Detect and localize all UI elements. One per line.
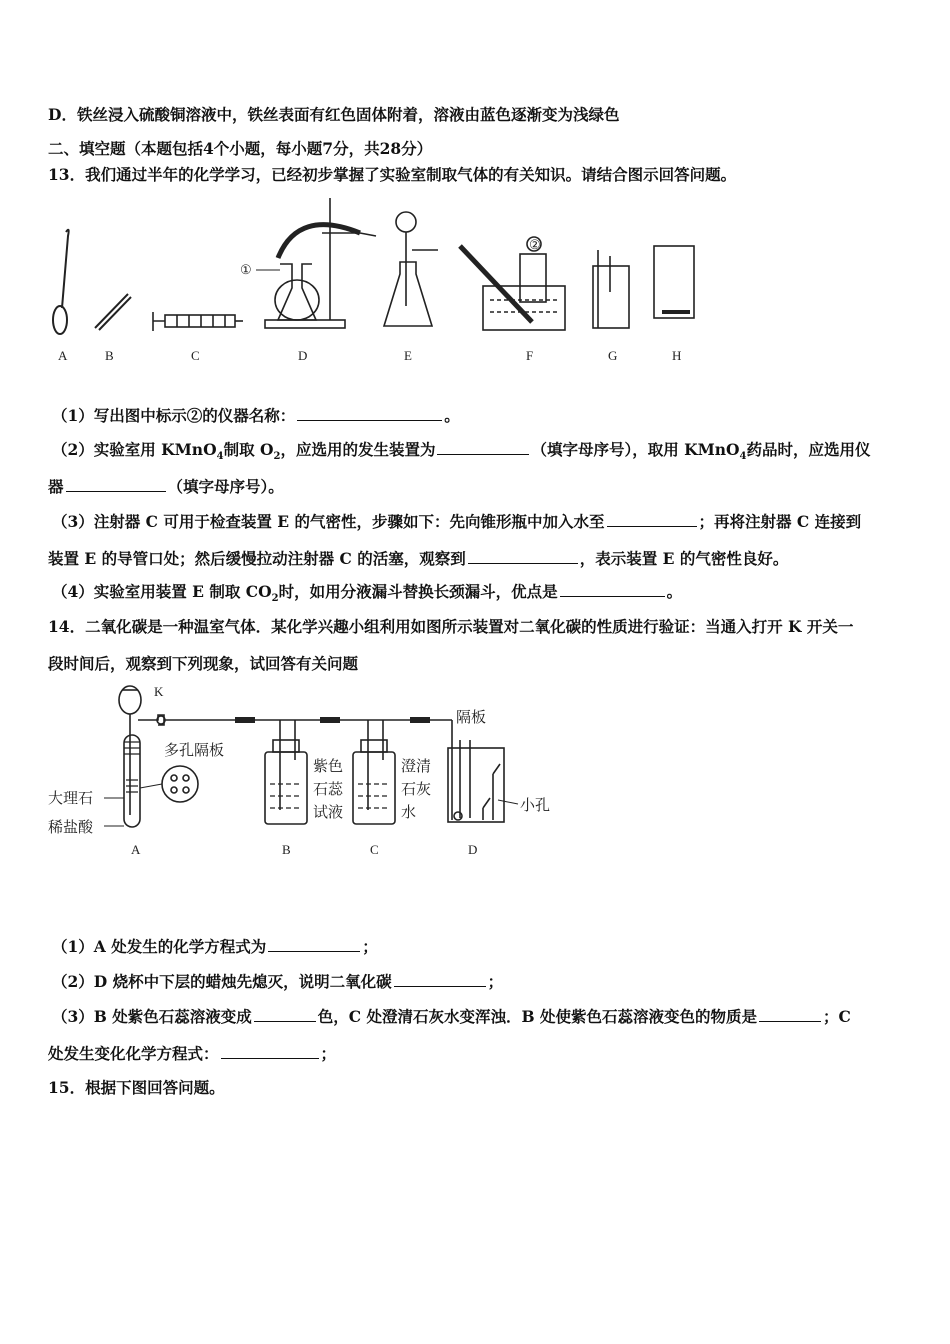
partition-label: 隔板 [456, 708, 487, 726]
q14-label-d: D [468, 842, 478, 857]
litmus-label-3: 试液 [313, 803, 344, 821]
trough-f [460, 237, 565, 330]
q14-part3: （3）B 处紫色石蕊溶液变成 色，C 处澄清石灰水变浑浊．B 处使紫色石蕊溶液变色的物质是 ；C [52, 1007, 851, 1026]
bottle-c [353, 720, 395, 824]
fig-label-h: H [672, 348, 682, 363]
marble-label: 大理石 [48, 789, 94, 807]
answer-blank[interactable] [297, 406, 442, 421]
q13-stem: 13．我们通过半年的化学学习，已经初步掌握了实验室制取气体的有关知识。请结合图示回答问题。 [48, 165, 737, 184]
litmus-label-2: 石蕊 [313, 780, 344, 798]
acid-label: 稀盐酸 [48, 818, 94, 836]
q14-label-a: A [131, 842, 141, 857]
porous-partition-label: 多孔隔板 [164, 741, 225, 759]
limewater-label-3: 水 [401, 803, 417, 821]
fig-label-d: D [298, 348, 308, 363]
q13-part3: （3）注射器 C 可用于检查装置 E 的气密性，步骤如下：先向锥形瓶中加入水至 ；再将注射器 C 连接到 [52, 512, 862, 531]
q14-stem-line1: 14．二氧化碳是一种温室气体．某化学兴趣小组利用如图所示装置对二氧化碳的性质进行验证：当通入打开 K 开关一 [48, 617, 854, 636]
bottle-b [265, 720, 307, 824]
option-d: D．铁丝浸入硫酸铜溶液中，铁丝表面有红色固体附着，溶液由蓝色逐渐变为浅绿色 [48, 105, 620, 124]
mark-2: ② [529, 237, 541, 252]
q14-part2: （2）D 烧杯中下层的蜡烛先熄灭，说明二氧化碳 ； [52, 972, 504, 991]
fig-label-g: G [608, 348, 618, 363]
answer-blank[interactable] [268, 937, 360, 952]
q13-part2-cont: 器 （填字母序号）。 [48, 477, 284, 496]
beaker-d [448, 720, 518, 822]
tube-b [95, 294, 131, 330]
litmus-label-1: 紫色 [313, 757, 344, 775]
q14-label-c: C [370, 842, 379, 857]
q14-part1: （1）A 处发生的化学方程式为 ； [52, 937, 378, 956]
answer-blank[interactable] [607, 512, 697, 527]
q15-stem: 15．根据下图回答问题。 [48, 1078, 225, 1097]
k-switch-label: K [154, 684, 164, 699]
q13-part2: （2）实验室用 KMnO$_4$制取 $O_2$，应选用的发生装置为 （填字母序号），取用 KMnO$_4$药品时，应选用仪 [52, 440, 871, 463]
answer-blank[interactable] [560, 582, 665, 597]
answer-blank[interactable] [437, 440, 529, 455]
fig-label-a: A [58, 348, 68, 363]
spoon-a [53, 230, 69, 334]
gas-bottle-h [654, 246, 694, 318]
answer-blank[interactable] [468, 549, 578, 564]
q13-part1: （1）写出图中标示②的仪器名称： 。 [52, 406, 460, 425]
answer-blank[interactable] [221, 1044, 319, 1059]
q14-apparatus-figure [40, 680, 560, 860]
q13-part4: （4）实验室用装置 E 制取 $CO_2$时，如用分液漏斗替换长颈漏斗，优点是 。 [52, 582, 683, 605]
answer-blank[interactable] [394, 972, 486, 987]
fig-label-e: E [404, 348, 412, 363]
mark-1: ① [240, 262, 252, 277]
fig-label-c: C [191, 348, 200, 363]
heating-setup-d [240, 198, 376, 328]
answer-blank[interactable] [759, 1007, 821, 1022]
fig-label-f: F [526, 348, 534, 363]
q14-part3-cont: 处发生变化化学方程式： ； [48, 1044, 337, 1063]
q13-part3-cont: 装置 E 的导管口处；然后缓慢拉动注射器 C 的活塞，观察到 ，表示装置 E 的气密性良好。 [48, 549, 789, 568]
flask-e [384, 212, 438, 326]
answer-blank[interactable] [254, 1007, 316, 1022]
q14-stem-line2: 段时间后，观察到下列现象，试回答有关问题 [48, 654, 359, 673]
answer-blank[interactable] [66, 477, 166, 492]
q14-label-b: B [282, 842, 291, 857]
section-title: 二、填空题（本题包括4个小题，每小题7分，共28分） [48, 139, 433, 158]
q13-apparatus-figure [40, 188, 720, 368]
small-hole-label: 小孔 [520, 796, 551, 814]
syringe-c [153, 312, 243, 331]
limewater-label-1: 澄清 [401, 757, 432, 775]
limewater-label-2: 石灰 [401, 780, 432, 798]
fig-label-b: B [105, 348, 114, 363]
gas-bottle-g [593, 250, 629, 328]
